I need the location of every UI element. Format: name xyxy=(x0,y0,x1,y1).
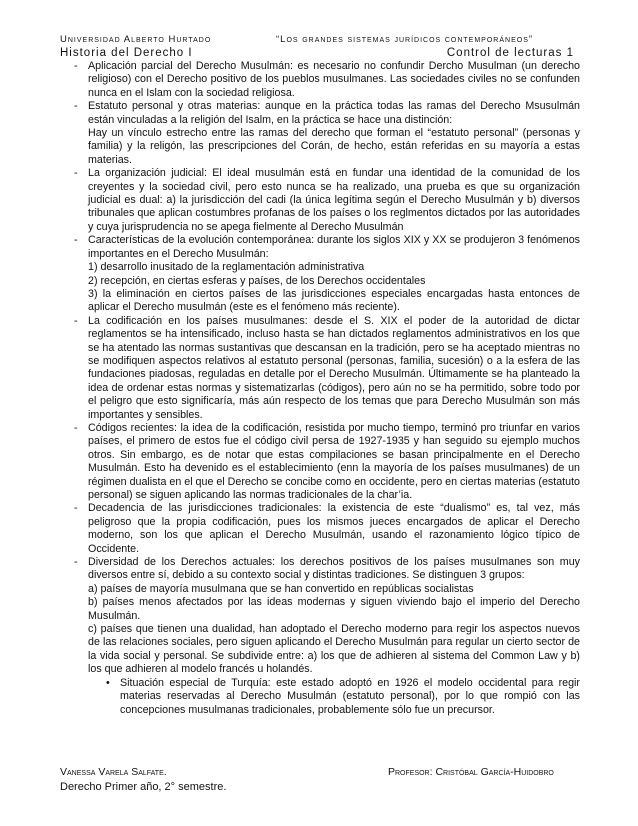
paragraph: a) países de mayoría musulmana que se han convertido en repúblicas socialistas xyxy=(88,582,474,595)
list-item xyxy=(64,502,580,556)
list-item xyxy=(64,60,580,100)
list-item xyxy=(64,234,580,314)
bullet-item xyxy=(88,677,580,717)
paragraph: Decadencia de las jurisdicciones tradicionales: la existencia de este “dualismo” es, tal vez, más peligroso que la propia codificación, pues los mismos jueces encargados de aplicar el Derecho moderno, son los que aplican el Derecho Musulmán, usando el razonamiento lógico típico de Occidente. xyxy=(88,502,580,555)
bullet-marker: • xyxy=(106,676,110,689)
paragraph: Códigos recientes: la idea de la codificación, resistida por mucho tiempo, terminó pro triunfar en varios países, el primero de estos fue el código civil persa de 1927-1935 y han seguido su ejemplo muchos otros. Sin embargo, es de notar que estas compilaciones se basan principalmente en el Derecho Musulmán. Esto ha devenido es el establecimiento (enn la mayoría de los países musulmanes) de un régimen dualista en el que el Derecho se concibe como en occidente, pero en ciertas materias (estatuto personal) se siguen aplicando las normas tradicionales de la char’ia. xyxy=(88,421,580,501)
program-info: Derecho Primer año, 2° semestre. xyxy=(60,781,227,793)
paragraph: Estatuto personal y otras materias: aunque en la práctica todas las ramas del Derecho Msusulmán están vinculadas a la religión del Isalm, en la práctica se hace una distinción: xyxy=(88,100,580,126)
dash-marker: - xyxy=(74,556,78,569)
paragraph: b) países menos afectados por las ideas modernas y siguen viviendo bajo el imperio del Derecho Musulmán. xyxy=(88,596,580,622)
dash-marker: - xyxy=(74,100,78,113)
dash-marker: - xyxy=(74,167,78,180)
dash-marker: - xyxy=(74,502,78,515)
paragraph: Hay un vínculo estrecho entre las ramas del derecho que forman el “estatuto personal” (personas y familia) y la religón, las prescripciones del Corán, de hecho, están referidas en su mayoría a estas materias. xyxy=(88,127,580,166)
list-item xyxy=(64,422,580,502)
dash-marker: - xyxy=(74,234,78,247)
paragraph: Situación especial de Turquía: este estado adoptó en 1926 el modelo occidental para regir materias reservadas al Derecho Musulmán (estatuto personal), por lo que rompió con las concepciones musulmanas tradicionales, probablemente sólo fue un precursor. xyxy=(120,676,580,716)
paragraph: 2) recepción, en ciertas esferas y países, de los Derechos occidentales xyxy=(88,274,426,287)
paragraph: Características de la evolución contemporánea: durante los siglos XIX y XX se produjeron 3 fenómenos importantes en el Derecho Musulmán: xyxy=(88,234,580,260)
list-item xyxy=(64,315,580,422)
student-name: Vanessa Varela Salfate. xyxy=(60,766,167,778)
list-item xyxy=(64,167,580,234)
assignment-name: Control de lecturas 1 xyxy=(446,47,574,59)
paragraph: Diversidad de los Derechos actuales: los derechos positivos de los países musulmanes son muy diversos entre sí, debido a su contexto social y distintas tradiciones. Se distinguen 3 grupos: xyxy=(88,556,580,582)
paragraph: Aplicación parcial del Derecho Musulmán: es necesario no confundir Dercho Musulman (un derecho religioso) con el Derecho positivo de los pueblos musulmanes. Las sociedades civiles no se confunden nunca en el Islam con la sociedad religiosa. xyxy=(88,60,580,99)
book-title: “Los grandes sistemas jurídicos contemporáneos” xyxy=(276,34,534,45)
professor-name: Profesor: Cristóbal García-Huidobro xyxy=(388,766,554,778)
paragraph: 3) la eliminación en ciertos países de las jurisdicciones especiales encargadas hasta entonces de aplicar el Derecho musulmán (este es el fenómeno más reciente). xyxy=(88,287,580,314)
course-name: Historia del Derecho I xyxy=(60,47,193,59)
paragraph: c) países que tienen una dualidad, han adoptado el Derecho moderno para regir los aspectos nuevos de las relaciones sociales, pero siguen aplicando el Derecho Musulmán para regular un cierto sector de la vida social y personal. Se subdivide entre: a) los que de adhieren al sistema del Common Law y b) los que adhieren al modelo francés u holandés. xyxy=(88,623,580,676)
paragraph: 1) desarrollo inusitado de la reglamentación administrativa xyxy=(88,261,365,274)
paragraph: La organización judicial: El ideal musulmán está en fundar una identidad de la comunidad de los creyentes y la sociedad civil, pero esto nunca se ha realizado, una prueba es que su organización judicial es dual: a) la jurisdicción del cadi (la única legítima según el Derecho Musulmán y b) diversos tribunales que aplican costumbres profanas de los países o los reglmentos dictados por las autoridades y cuya jurisprudencia no se apega fielmente al Derecho Musulmán xyxy=(88,167,580,233)
paragraph: La codificación en los países musulmanes: desde el S. XIX el poder de la autoridad de dictar reglamentos se ha intensificado, incluso hasta se han dictados reglamentos administrativos en los que se ha atentado las normas sustantivas que descansan en la tradición, pero se ha aceptado mientras no se modifiquen aspectos relativos al estatuto personal (personas, familia, sucesión) o a la esfera de las fundaciones piadosas, reguladas en detalle por el Derecho Musulmán. Últimamente se ha planteado la idea de ordenar estas normas y sistematizarlas (códigos), pero aún no se ha permitido, sobre todo por el peligro que esto significaría, más aún respecto de los temas que para Derecho Musulmán son más importantes y sensibles. xyxy=(88,314,580,421)
dash-marker: - xyxy=(74,421,78,434)
university-name: Universidad Alberto Hurtado xyxy=(60,34,212,45)
list-item xyxy=(64,100,580,167)
dash-marker: - xyxy=(74,60,78,72)
list-item xyxy=(64,556,580,677)
document-body xyxy=(64,60,580,717)
dash-marker: - xyxy=(74,314,78,327)
